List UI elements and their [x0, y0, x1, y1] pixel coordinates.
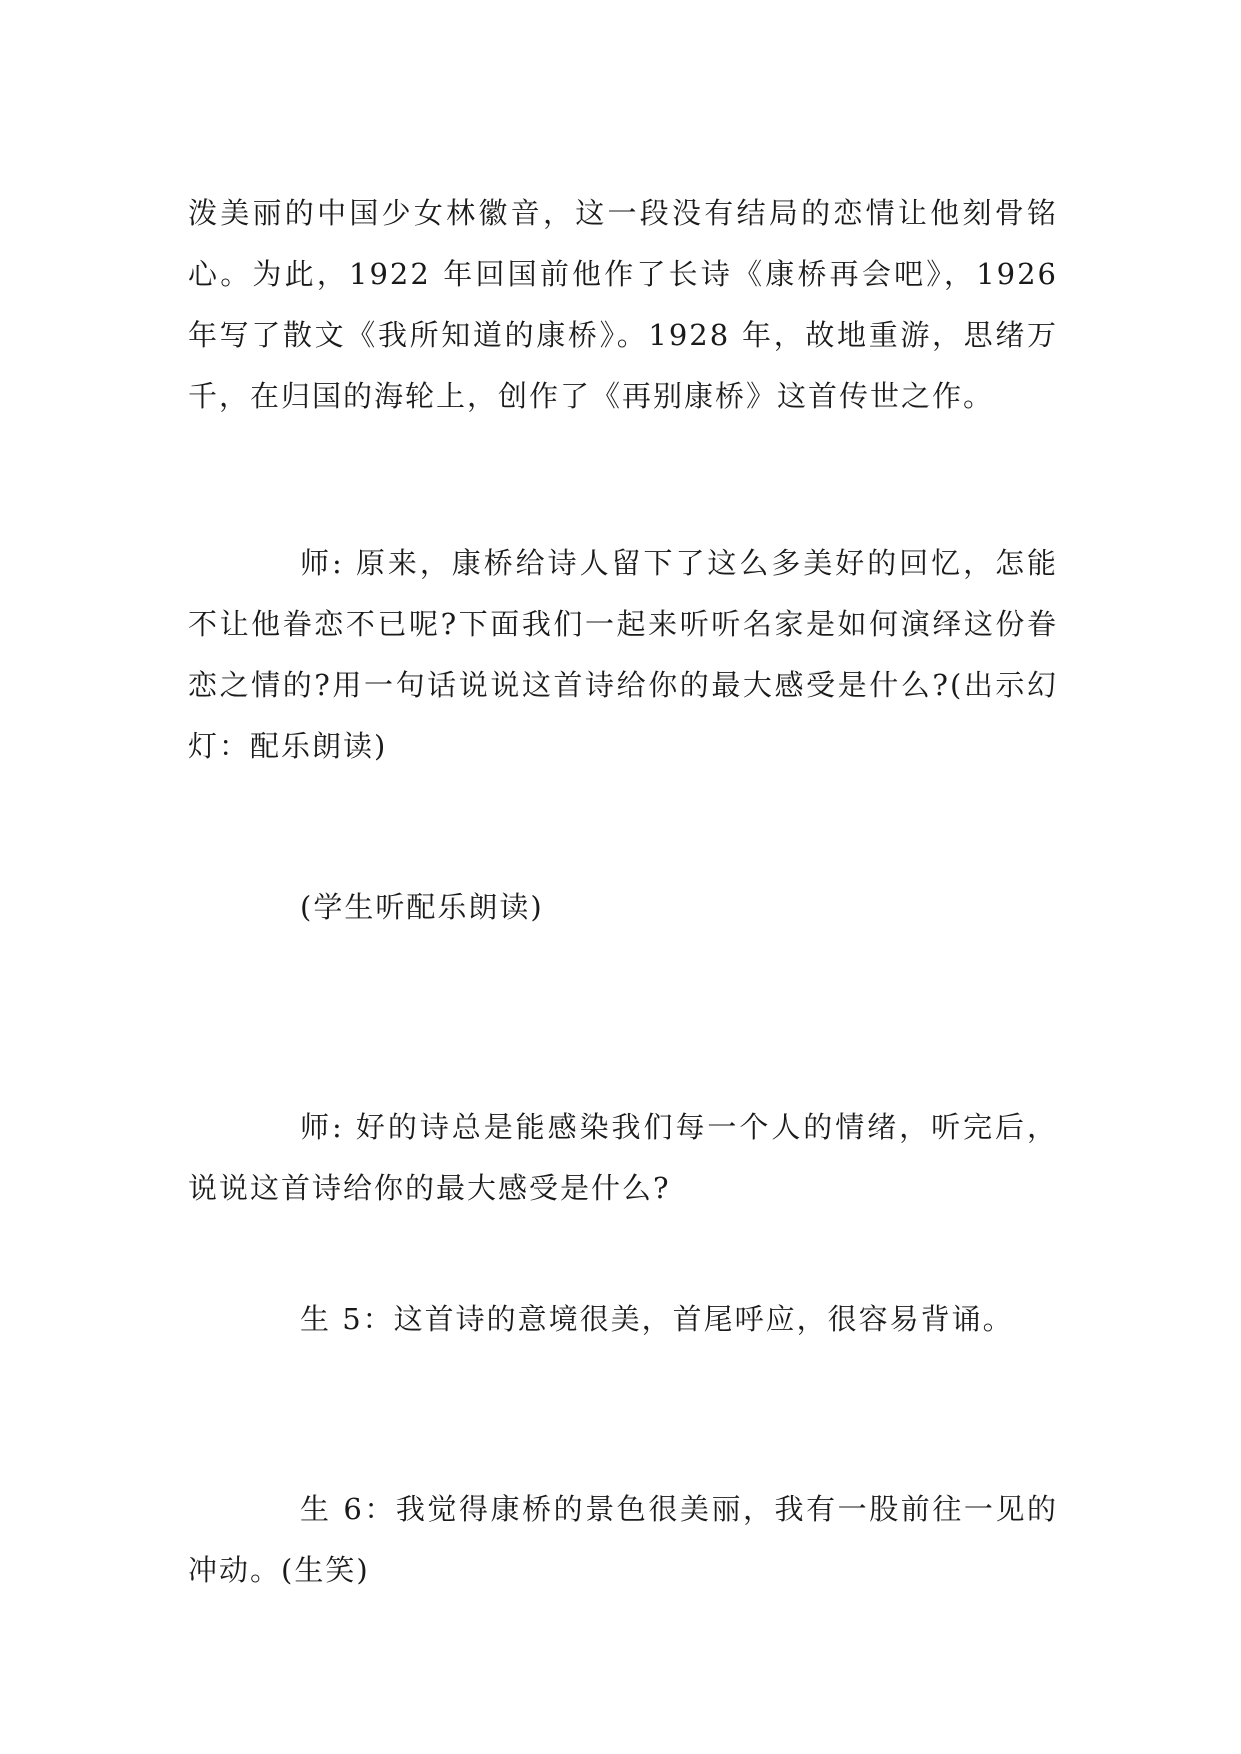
paragraph-student-listening: (学生听配乐朗读): [300, 890, 544, 924]
paragraph-student-5: 生 5：这首诗的意境很美，首尾呼应，很容易背诵。: [300, 1302, 1014, 1336]
paragraph-student-6: 生 6：我觉得康桥的景色很美丽，我有一股前往一见的冲动。(生笑): [188, 1492, 1058, 1587]
paragraph-background: 泼美丽的中国少女林徽音，这一段没有结局的恋情让他刻骨铭心。为此，1922 年回国前他作了长诗《康桥再会吧》，1926 年写了散文《我所知道的康桥》。1928 年，故地重游，思绪万千，在归国的海轮上，创作了《再别康桥》这首传世之作。: [188, 196, 1058, 413]
paragraph-teacher-question: 师: 原来，康桥给诗人留下了这么多美好的回忆，怎能不让他眷恋不已呢?下面我们一起来听听名家是如何演绎这份眷恋之情的?用一句话说说这首诗给你的最大感受是什么?(出示幻灯：配乐朗读): [188, 546, 1058, 763]
paragraph-teacher-followup: 师: 好的诗总是能感染我们每一个人的情绪，听完后，说说这首诗给你的最大感受是什么?: [188, 1110, 1058, 1205]
